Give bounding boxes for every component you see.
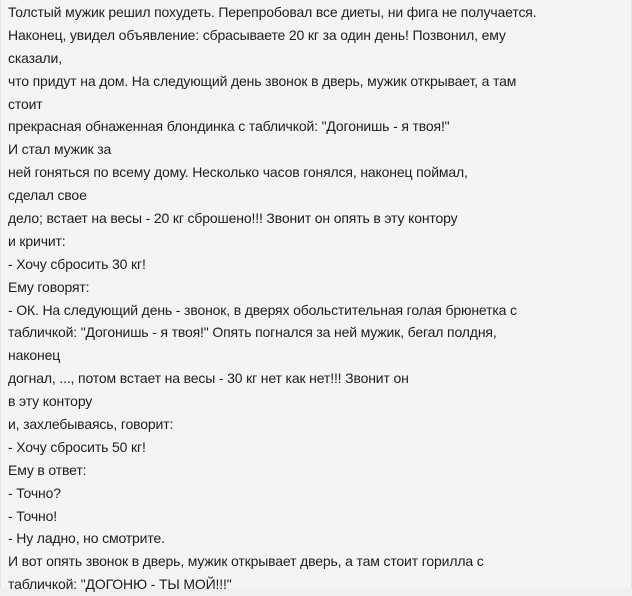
joke-line: прекрасная обнаженная блондинка с табличкой: "Догонишь - я твоя!" xyxy=(8,118,450,135)
joke-line: Наконец, увидел объявление: сбрасываете 20 кг за один день! Позвонил, ему xyxy=(8,26,506,43)
joke-line: - Ну ладно, но смотрите. xyxy=(8,530,165,547)
joke-line: Ему в ответ: xyxy=(8,461,87,478)
joke-line: и кричит: xyxy=(8,232,66,249)
joke-line: - ОК. На следующий день - звонок, в дверях обольстительная голая брюнетка с xyxy=(8,301,517,318)
joke-line: стоит xyxy=(8,95,43,112)
joke-line: наконец xyxy=(8,347,61,364)
joke-line: Ему говорят: xyxy=(8,278,90,295)
joke-line: - Хочу сбросить 50 кг! xyxy=(8,438,146,455)
joke-line: табличкой: "Догонишь - я твоя!" Опять погнался за ней мужик, бегал полдня, xyxy=(8,324,497,341)
joke-line: и, захлебываясь, говорит: xyxy=(8,416,174,433)
joke-line: - Хочу сбросить 30 кг! xyxy=(8,255,146,272)
joke-line: что придут на дом. На следующий день звонок в дверь, мужик открывает, а там xyxy=(8,72,517,89)
joke-line: дело; встает на весы - 20 кг сброшено!!! Звонит он опять в эту контору xyxy=(8,210,458,227)
joke-line: ней гоняться по всему дому. Несколько часов гонялся, наконец поймал, xyxy=(8,164,468,181)
joke-line: сделал свое xyxy=(8,187,87,204)
joke-line: табличкой: "ДОГОНЮ - ТЫ МОЙ!!!" xyxy=(8,576,232,593)
joke-line: Толстый мужик решил похудеть. Перепробовал все диеты, ни фига не получается. xyxy=(8,4,537,20)
joke-line: - Точно? xyxy=(8,484,61,501)
joke-line: - Точно! xyxy=(8,507,57,524)
joke-line: догнал, ..., потом встает на весы - 30 кг нет как нет!!! Звонит он xyxy=(8,370,409,387)
joke-text xyxy=(8,1,630,596)
joke-line: И стал мужик за xyxy=(8,141,112,158)
joke-line: сказали, xyxy=(8,49,62,66)
joke-line: И вот опять звонок в дверь, мужик открывает дверь, а там стоит горилла с xyxy=(8,553,484,570)
joke-line: в эту контору xyxy=(8,393,93,410)
